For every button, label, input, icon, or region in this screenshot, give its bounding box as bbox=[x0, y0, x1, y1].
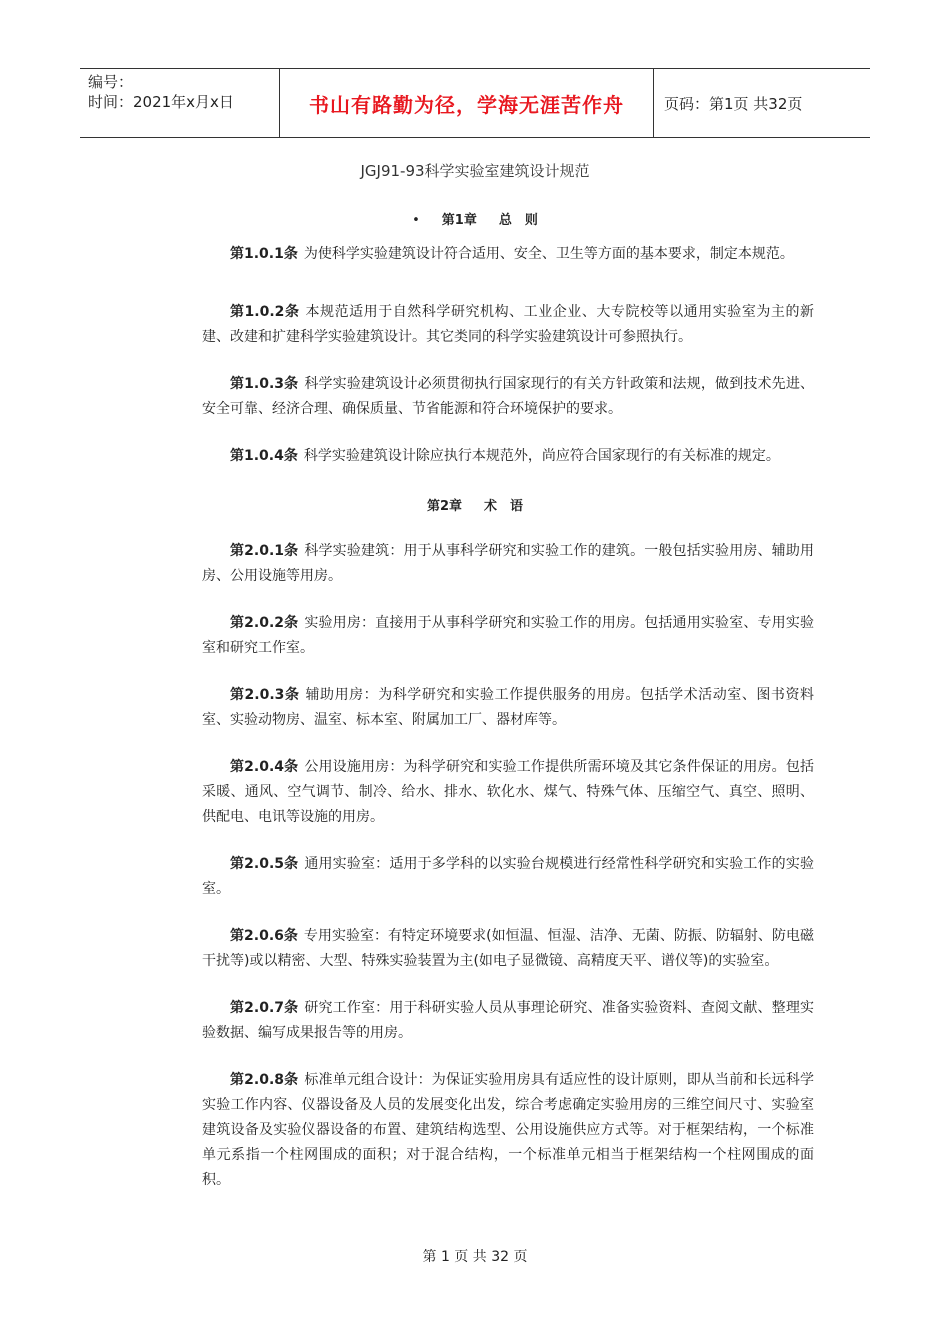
article-1-0-1: 第1.0.1条 为使科学实验建筑设计符合适用、安全、卫生等方面的基本要求，制定本规范。 bbox=[230, 246, 794, 262]
time-label: 时间：2021年x月x日 bbox=[88, 93, 234, 111]
article-2-0-6: 第2.0.6条 专用实验室：有特定环境要求(如恒温、恒湿、洁净、无菌、防振、防辐射、防电磁干扰等)或以精密、大型、特殊实验装置为主(如电子显微镜、高精度天平、谱仪等)的实验室。 bbox=[202, 928, 814, 969]
chapter-1-title: 总 则 bbox=[498, 213, 538, 228]
chapter-1-heading bbox=[0, 209, 950, 228]
article-2-0-7: 第2.0.7条 研究工作室：用于科研实验人员从事理论研究、准备实验资料、查阅文献、整理实验数据、编写成果报告等的用房。 bbox=[202, 1000, 814, 1041]
document-title: JGJ91-93科学实验室建筑设计规范 bbox=[360, 162, 590, 180]
article-2-0-2: 第2.0.2条 实验用房：直接用于从事科学研究和实验工作的用房。包括通用实验室、专用实验室和研究工作室。 bbox=[202, 615, 814, 656]
article-2-0-4: 第2.0.4条 公用设施用房：为科学研究和实验工作提供所需环境及其它条件保证的用房。包括采暖、通风、空气调节、制冷、给水、排水、软化水、煤气、特殊气体、压缩空气、真空、照明、供配电、电讯等设施的用房。 bbox=[202, 759, 814, 825]
page-info: 页码：第1页 共32页 bbox=[664, 94, 803, 113]
article-1-0-2: 第1.0.2条 本规范适用于自然科学研究机构、工业企业、大专院校等以通用实验室为主的新建、改建和扩建科学实验建筑设计。其它类同的科学实验建筑设计可参照执行。 bbox=[202, 304, 814, 345]
article-2-0-5: 第2.0.5条 通用实验室：适用于多学科的以实验台规模进行经常性科学研究和实验工作的实验室。 bbox=[202, 856, 814, 897]
article-1-0-4: 第1.0.4条 科学实验建筑设计除应执行本规范外，尚应符合国家现行的有关标准的规定。 bbox=[230, 448, 780, 464]
article-1-0-3: 第1.0.3条 科学实验建筑设计必须贯彻执行国家现行的有关方针政策和法规，做到技术先进、安全可靠、经济合理、确保质量、节省能源和符合环境保护的要求。 bbox=[202, 376, 814, 417]
header-table bbox=[80, 68, 870, 138]
chapter-1-number: 第1章 bbox=[441, 213, 477, 228]
chapter-2-number: 第2章 bbox=[426, 499, 463, 514]
bullet-icon: • bbox=[412, 213, 420, 228]
header-meta bbox=[80, 69, 280, 137]
chapter-2-title: 术 语 bbox=[484, 499, 524, 514]
number-label: 编号： bbox=[88, 73, 134, 91]
header-page-cell bbox=[654, 69, 870, 137]
header-motto-cell bbox=[280, 69, 654, 137]
article-2-0-3: 第2.0.3条 辅助用房：为科学研究和实验工作提供服务的用房。包括学术活动室、图书资料室、实验动物房、温室、标本室、附属加工厂、器材库等。 bbox=[202, 687, 814, 728]
article-2-0-1: 第2.0.1条 科学实验建筑：用于从事科学研究和实验工作的建筑。一般包括实验用房、辅助用房、公用设施等用房。 bbox=[202, 543, 814, 584]
chapter-2-heading bbox=[0, 495, 950, 514]
page-footer: 第 1 页 共 32 页 bbox=[422, 1249, 528, 1265]
motto-text: 书山有路勤为径，学海无涯苦作舟 bbox=[309, 92, 624, 117]
article-2-0-8: 第2.0.8条 标准单元组合设计：为保证实验用房具有适应性的设计原则，即从当前和长远科学实验工作内容、仪器设备及人员的发展变化出发，综合考虑确定实验用房的三维空间尺寸、实验室建筑设备及实验仪器设备的布置、建筑结构选型、公用设施供应方式等。对于框架结构，一个标准单元系指一个柱网围成的面积；对于混合结构，一个标准单元相当于框架结构一个柱网围成的面积。 bbox=[202, 1072, 814, 1188]
